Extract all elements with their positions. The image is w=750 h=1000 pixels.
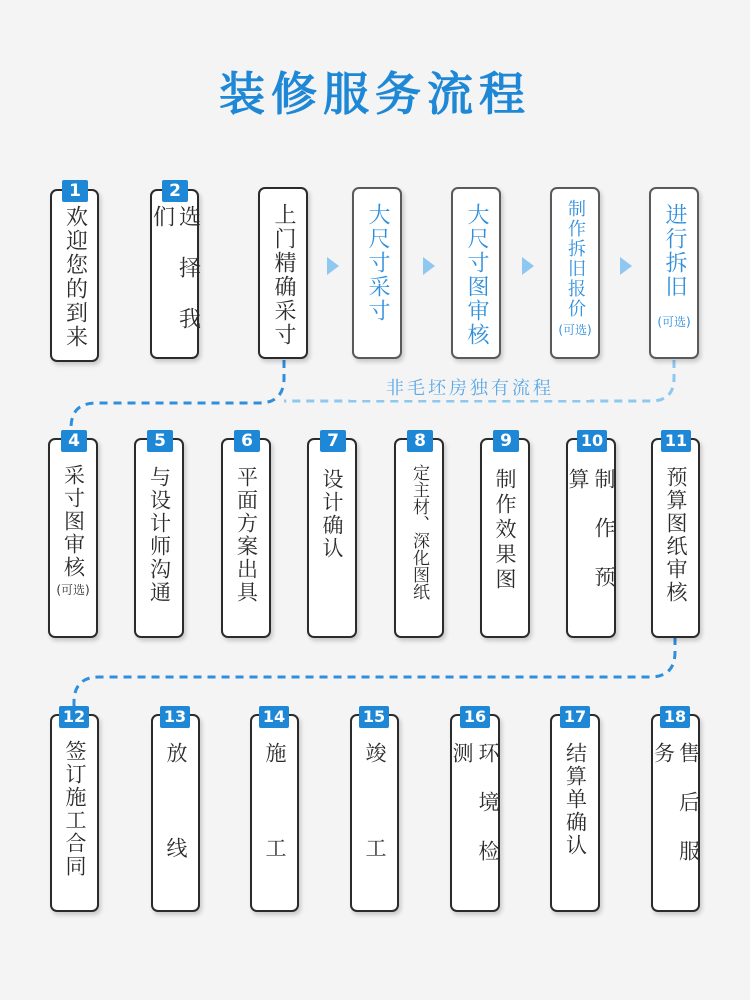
arrow-right-icon <box>620 257 632 275</box>
step-label: 采寸图审核 <box>61 464 86 579</box>
step-card-2 <box>150 189 199 359</box>
step-card-1 <box>50 189 99 362</box>
page-title: 装修服务流程 <box>219 67 531 121</box>
optional-note: (可选) <box>558 323 592 337</box>
step-card-8 <box>394 438 444 638</box>
step-card-3b <box>451 187 501 359</box>
step-number-10: 10 <box>577 430 607 452</box>
step-card-7 <box>307 438 357 638</box>
step-label: 进行拆旧 <box>662 203 687 299</box>
step-card-11 <box>651 438 700 638</box>
step-number-17: 17 <box>560 706 590 728</box>
step-card-3 <box>258 187 308 359</box>
arrow-right-icon <box>327 257 339 275</box>
step-number-16: 16 <box>460 706 490 728</box>
step-number-9: 9 <box>493 430 519 452</box>
step-number-14: 14 <box>259 706 289 728</box>
step-label: 制作效果图 <box>493 468 517 593</box>
step-label: 签订施工合同 <box>63 740 87 878</box>
step-number-12: 12 <box>59 706 89 728</box>
step-label: 制 作 预 算 <box>566 468 616 589</box>
branch-label: 非毛坯房独有流程 <box>350 374 590 400</box>
step-card-13 <box>151 714 200 912</box>
step-number-1: 1 <box>62 180 88 202</box>
step-number-11: 11 <box>661 430 691 452</box>
step-card-17 <box>550 714 600 912</box>
step-card-3a <box>352 187 402 359</box>
step-label: 平面方案出具 <box>234 466 259 604</box>
connector-3-to-4 <box>71 360 284 436</box>
step-label: 大尺寸图审核 <box>464 203 489 347</box>
step-label: 欢迎您的到来 <box>62 205 88 349</box>
step-number-6: 6 <box>234 430 260 452</box>
step-label: 放 线 <box>164 742 188 860</box>
optional-note: (可选) <box>657 315 691 329</box>
step-label: 售 后 服 务 <box>651 742 701 863</box>
arrow-right-icon <box>423 257 435 275</box>
step-label: 定主材、深化图纸 <box>409 464 429 600</box>
step-label: 竣 工 <box>363 742 387 860</box>
step-card-14 <box>250 714 299 912</box>
step-card-3c <box>550 187 600 359</box>
step-label: 大尺寸采寸 <box>365 203 390 323</box>
arrow-right-icon <box>522 257 534 275</box>
step-card-5 <box>134 438 184 638</box>
optional-note: (可选) <box>56 583 90 597</box>
step-number-7: 7 <box>320 430 346 452</box>
step-card-6 <box>221 438 271 638</box>
step-number-2: 2 <box>162 180 188 202</box>
step-number-18: 18 <box>660 706 690 728</box>
step-label: 预算图纸审核 <box>664 466 688 604</box>
step-number-8: 8 <box>407 430 433 452</box>
step-card-3d <box>649 187 699 359</box>
step-label: 设计确认 <box>320 468 344 560</box>
step-card-15 <box>350 714 399 912</box>
step-label: 与设计师沟通 <box>147 466 172 604</box>
step-number-15: 15 <box>359 706 389 728</box>
step-card-4 <box>48 438 98 638</box>
step-card-9 <box>480 438 530 638</box>
step-label: 选 择 我 们 <box>149 205 201 331</box>
step-number-13: 13 <box>160 706 190 728</box>
step-number-5: 5 <box>147 430 173 452</box>
step-label: 结算单确认 <box>563 742 588 857</box>
step-label: 施 工 <box>263 742 287 860</box>
step-label: 制作拆旧报价 <box>565 199 586 319</box>
step-card-10 <box>566 438 616 638</box>
step-number-4: 4 <box>61 430 87 452</box>
step-card-16 <box>450 714 500 912</box>
step-label: 环 境 检 测 <box>450 742 500 863</box>
step-label: 上门精确采寸 <box>271 203 296 347</box>
connector-11-to-12 <box>74 637 675 712</box>
step-card-18 <box>651 714 700 912</box>
step-card-12 <box>50 714 99 912</box>
